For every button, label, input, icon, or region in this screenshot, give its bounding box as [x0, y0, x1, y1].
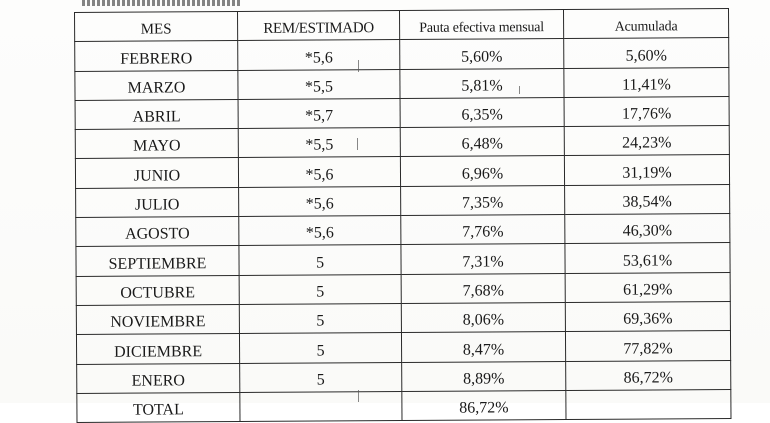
table-row: [76, 243, 730, 276]
cell-pauta: 6,96%: [400, 156, 564, 186]
cropped-text-fragment: [82, 0, 242, 6]
table-row: [77, 360, 731, 393]
table-row: [75, 96, 729, 129]
header-acumulada: Acumulada: [563, 9, 728, 39]
cell-acumulada: 38,54%: [565, 184, 730, 214]
table-row: [76, 184, 730, 217]
cell-acumulada: 53,61%: [565, 243, 730, 273]
salary-adjustment-table: [74, 8, 731, 423]
cell-mes: JUNIO: [75, 158, 238, 188]
cell-pauta: 7,76%: [401, 215, 565, 245]
table-row: [76, 301, 730, 334]
cell-rem: 5: [239, 245, 401, 275]
header-rem-estimado: REM/ESTIMADO: [238, 11, 400, 41]
cell-rem: *5,6: [239, 216, 401, 246]
header-mes: MES: [75, 12, 238, 42]
total-acumulada-cell: [566, 389, 731, 419]
table-row: [75, 155, 729, 188]
cell-rem: *5,7: [238, 98, 400, 128]
cell-pauta: 7,68%: [401, 273, 565, 303]
cell-pauta: 6,48%: [400, 127, 564, 157]
table-row: [75, 38, 729, 71]
cell-mes: NOVIEMBRE: [76, 304, 239, 334]
cell-mes: OCTUBRE: [76, 275, 239, 305]
table-header-row: [75, 9, 729, 42]
cell-mes: FEBRERO: [75, 41, 238, 71]
header-pauta-efectiva-mensual: Pauta efectiva mensual: [399, 10, 563, 40]
table-row: [76, 331, 730, 364]
cell-acumulada: 11,41%: [564, 67, 729, 97]
scan-artifact-mark: [519, 86, 520, 94]
cell-rem: *5,5: [238, 128, 400, 158]
total-label: TOTAL: [77, 392, 240, 422]
cell-mes: MAYO: [75, 129, 238, 159]
cell-pauta: 8,47%: [401, 332, 565, 362]
cell-rem: 5: [239, 333, 401, 363]
cell-mes: DICIEMBRE: [76, 334, 239, 364]
cell-rem: 5: [240, 362, 402, 392]
cell-acumulada: 61,29%: [565, 272, 730, 302]
cell-rem: 5: [239, 303, 401, 333]
cell-rem: *5,6: [239, 186, 401, 216]
cell-rem: *5,6: [238, 157, 400, 187]
cell-mes: ABRIL: [75, 99, 238, 129]
cell-acumulada: 69,36%: [565, 301, 730, 331]
total-rem-cell: [240, 391, 402, 421]
cell-acumulada: 86,72%: [566, 360, 731, 390]
cell-pauta: 5,60%: [400, 39, 564, 69]
total-pauta: 86,72%: [402, 390, 566, 420]
cell-rem: *5,5: [238, 69, 400, 99]
table-row: [75, 126, 729, 159]
cell-pauta: 8,06%: [401, 302, 565, 332]
scan-artifact-mark: [357, 138, 358, 150]
cell-rem: 5: [239, 274, 401, 304]
cell-mes: SEPTIEMBRE: [76, 246, 239, 276]
table-row: [76, 272, 730, 305]
scan-artifact-mark: [358, 60, 359, 72]
cell-mes: ENERO: [77, 363, 240, 393]
cell-pauta: 7,35%: [401, 185, 565, 215]
cell-acumulada: 46,30%: [565, 214, 730, 244]
cell-mes: MARZO: [75, 70, 238, 100]
cell-acumulada: 77,82%: [565, 331, 730, 361]
cell-pauta: 7,31%: [401, 244, 565, 274]
cell-pauta: 5,81%: [400, 68, 564, 98]
table-row: [75, 67, 729, 100]
cell-mes: JULIO: [76, 187, 239, 217]
cell-rem: *5,6: [238, 40, 400, 70]
cell-acumulada: 5,60%: [564, 38, 729, 68]
scan-artifact-mark: [358, 390, 359, 402]
cell-pauta: 8,89%: [402, 361, 566, 391]
cell-acumulada: 31,19%: [564, 155, 729, 185]
table-total-row: [77, 389, 731, 422]
table-row: [76, 214, 730, 247]
cell-acumulada: 17,76%: [564, 96, 729, 126]
cell-pauta: 6,35%: [400, 97, 564, 127]
cell-mes: AGOSTO: [76, 217, 239, 247]
cell-acumulada: 24,23%: [564, 126, 729, 156]
